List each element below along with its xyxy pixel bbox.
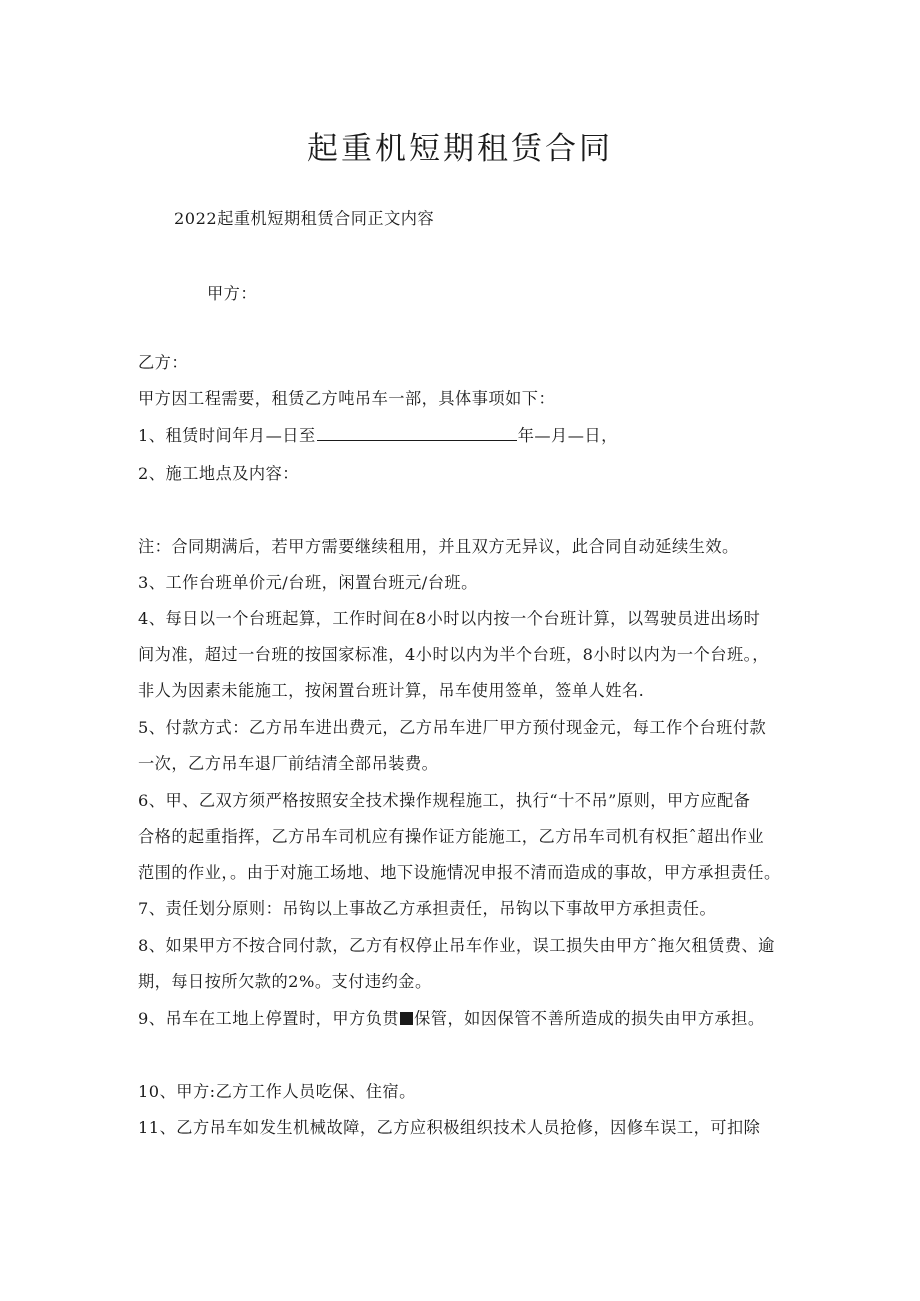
clause-1-prefix: 1、租赁时间年月—日至 [138,426,316,445]
clause-7: 7、责任划分原则：吊钩以上事故乙方承担责任，吊钩以下事故甲方承担责任。 [138,899,717,918]
party-b-label: 乙方： [138,353,189,372]
clause-4-line-1: 4、每日以一个台班起算，工作时间在8小时以内按一个台班计算，以驾驶员进出场时 [138,609,761,628]
clause-11: 11、乙方吊车如发生机械故障，乙方应积极组织技术人员抢修，因修车误工，可扣除 [138,1118,761,1137]
clause-2: 2、施工地点及内容： [138,464,299,483]
clause-8-line-1: 8、如果甲方不按合同付款，乙方有权停止吊车作业，误工损失由甲方ˆ拖欠租赁费、逾 [138,936,775,955]
clause-1 [138,425,618,447]
clause-9 [138,1008,765,1030]
note-paragraph: 注：合同期满后，若甲方需要继续租用，并且双方无异议，此合同自动延续生效。 [138,537,739,556]
intro-paragraph: 甲方因工程需要，租赁乙方吨吊车一部，具体事项如下： [138,389,556,408]
clause-4-line-3: 非人为因素未能施工，按闲置台班计算，吊车使用签单，签单人姓名. [138,681,645,700]
clause-5-line-1: 5、付款方式：乙方吊车进出费元，乙方吊车进厂甲方预付现金元，每工作个台班付款 [138,718,767,737]
blank-underline [317,426,517,441]
party-a-label: 甲方： [207,284,258,303]
document-title: 起重机短期租赁合同 [307,131,613,167]
clause-3: 3、工作台班单价元/台班，闲置台班元/台班。 [138,573,478,592]
clause-9-prefix: 9、吊车在工地上停置时，甲方负贯 [138,1009,400,1028]
clause-6-line-2: 合格的起重指挥，乙方吊车司机应有操作证方能施工，乙方吊车司机有权拒ˆ超出作业 [138,827,765,846]
document-subtitle: 2022起重机短期租赁合同正文内容 [174,209,435,228]
clause-4-line-2: 间为准，超过一台班的按国家标准，4小时以内为半个台班，8小时以内为一个台班。， [138,645,769,664]
clause-8-line-2: 期，每日按所欠款的2%。支付违约金。 [138,972,432,991]
clause-1-suffix: 年—月—日， [517,426,618,445]
clause-5-line-2: 一次，乙方吊车退厂前结清全部吊装费。 [138,754,439,773]
clause-9-suffix: 保管，如因保管不善所造成的损失由甲方承担。 [414,1009,765,1028]
black-square-glyph [400,1012,413,1025]
clause-6-line-3: 范围的作业，。由于对施工场地、地下设施情况申报不清而造成的事故，甲方承担责任。 [138,863,781,882]
clause-10: 10、甲方:乙方工作人员吃保、住宿。 [138,1082,416,1101]
clause-6-line-1: 6、甲、乙双方须严格按照安全技术操作规程施工，执行“十不吊”原则，甲方应配备 [138,791,751,810]
